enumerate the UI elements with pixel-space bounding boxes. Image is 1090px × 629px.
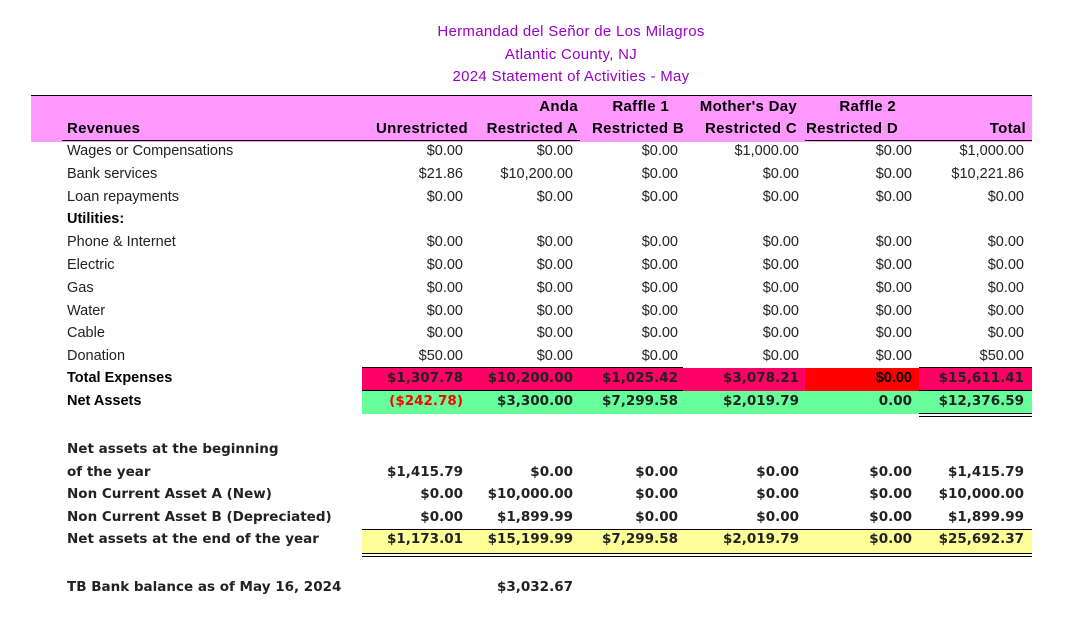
bank-balance-value: $3,032.67: [496, 579, 573, 595]
cell-restricted-d: $0.00: [875, 279, 912, 296]
cell-unrestricted: $0.00: [426, 234, 463, 251]
col-header-restricted-b: Restricted B: [592, 120, 684, 137]
cell-restricted-c: $0.00: [762, 279, 799, 296]
cell-total: $0.00: [987, 302, 1024, 319]
col-header-anda: Anda: [539, 98, 578, 115]
table-row: [0, 166, 1090, 189]
table-row: [0, 303, 1090, 326]
cell-total: $1,415.79: [947, 464, 1024, 480]
cell-unrestricted: $0.00: [426, 325, 463, 342]
net-assets-restricted-b: $7,299.58: [601, 393, 678, 409]
cell-restricted-d: $0.00: [875, 143, 912, 159]
cell-restricted-d: $0.00: [875, 234, 912, 251]
cell-unrestricted: $50.00: [418, 348, 463, 365]
net-assets-row: [0, 393, 1090, 416]
summary-row-beginning: [0, 464, 1090, 487]
cell-restricted-a: $0.00: [536, 257, 573, 273]
row-label: Donation: [67, 348, 126, 365]
total-expenses-top-border: [362, 367, 683, 368]
cell-total: $1,899.99: [947, 509, 1024, 525]
revenues-section-label: Revenues: [67, 120, 141, 137]
cell-restricted-d: $0.00: [875, 348, 912, 365]
cell-restricted-b: $0.00: [641, 165, 678, 182]
end-of-year-label: Net assets at the end of the year: [67, 531, 319, 547]
total-expenses-restricted-a: $10,200.00: [487, 370, 573, 386]
cell-restricted-c: $0.00: [756, 464, 799, 480]
cell-restricted-d: $0.00: [875, 188, 912, 205]
cell-total: $0.00: [987, 325, 1024, 342]
report-title: 2024 Statement of Activities - May: [452, 68, 690, 85]
cell-restricted-b: $0.00: [641, 188, 678, 205]
cell-total: $10,000.00: [938, 486, 1024, 502]
cell-unrestricted: $0.00: [420, 486, 463, 502]
end-of-year-restricted-a: $15,199.99: [487, 531, 573, 547]
col-header-restricted-c: Restricted C: [705, 120, 797, 137]
cell-restricted-c: $0.00: [762, 165, 799, 182]
end-of-year-double-underline-2: [362, 556, 1032, 557]
header-underline-right: [805, 140, 1032, 141]
cell-unrestricted: $0.00: [426, 279, 463, 296]
col-header-restricted-d: Restricted D: [806, 120, 898, 137]
cell-restricted-b: $0.00: [641, 325, 678, 342]
cell-total: $1,000.00: [959, 143, 1024, 159]
county-subtitle: Atlantic County, NJ: [504, 46, 638, 63]
cell-restricted-a: $0.00: [536, 234, 573, 251]
cell-restricted-b: $0.00: [641, 279, 678, 296]
net-assets-unrestricted: ($242.78): [389, 393, 463, 409]
col-header-restricted-a: Restricted A: [486, 120, 578, 137]
cell-restricted-b: $0.00: [641, 234, 678, 251]
table-row: [0, 211, 1090, 234]
cell-restricted-c: $1,000.00: [734, 143, 799, 159]
cell-restricted-c: $0.00: [756, 509, 799, 525]
cell-restricted-d: $0.00: [875, 302, 912, 319]
cell-restricted-d: $0.00: [875, 257, 912, 273]
cell-total: $10,221.86: [951, 165, 1024, 182]
row-label: Electric: [67, 257, 115, 273]
cell-unrestricted: $1,415.79: [386, 464, 463, 480]
cell-restricted-c: $0.00: [762, 234, 799, 251]
cell-restricted-d: $0.00: [875, 165, 912, 182]
end-of-year-restricted-d: $0.00: [869, 531, 912, 547]
total-expenses-restricted-d: $0.00: [875, 370, 912, 386]
cell-total: $0.00: [987, 279, 1024, 296]
cell-unrestricted: $0.00: [420, 509, 463, 525]
row-label: Wages or Compensations: [67, 143, 234, 159]
col-header-raffle1: Raffle 1: [612, 98, 669, 115]
cell-restricted-b: $0.00: [641, 257, 678, 273]
cell-restricted-a: $0.00: [536, 143, 573, 159]
total-expenses-label: Total Expenses: [67, 370, 173, 386]
cell-restricted-c: $0.00: [762, 188, 799, 205]
cell-total: $50.00: [979, 348, 1024, 365]
cell-restricted-c: $0.00: [762, 325, 799, 342]
row-label: Water: [67, 302, 106, 319]
net-assets-label: Net Assets: [67, 393, 142, 409]
cell-restricted-d: $0.00: [875, 325, 912, 342]
col-header-total: Total: [989, 120, 1026, 137]
organization-title: Hermandad del Señor de Los Milagros: [437, 23, 705, 40]
total-expenses-total-top-border: [919, 367, 1032, 368]
col-header-mothers-day: Mother's Day: [699, 98, 797, 115]
cell-restricted-d: $0.00: [869, 509, 912, 525]
cell-unrestricted: $0.00: [426, 302, 463, 319]
cell-unrestricted: $21.86: [418, 165, 463, 182]
total-expenses-total: $15,611.41: [938, 370, 1024, 386]
row-label: Bank services: [67, 165, 158, 182]
net-assets-restricted-a: $3,300.00: [496, 393, 573, 409]
cell-restricted-d: $0.00: [869, 486, 912, 502]
cell-restricted-b: $0.00: [635, 464, 678, 480]
table-row: [0, 257, 1090, 280]
cell-restricted-a: $0.00: [536, 348, 573, 365]
cell-restricted-a: $0.00: [536, 188, 573, 205]
net-assets-restricted-d: 0.00: [878, 393, 912, 409]
cell-restricted-b: $0.00: [641, 348, 678, 365]
cell-restricted-c: $0.00: [762, 257, 799, 273]
col-header-raffle2: Raffle 2: [839, 98, 896, 115]
cell-restricted-a: $0.00: [536, 325, 573, 342]
bank-balance-label: TB Bank balance as of May 16, 2024: [67, 579, 342, 595]
beginning-label-row: [0, 441, 1090, 464]
row-label: Phone & Internet: [67, 234, 176, 251]
total-expenses-row: [0, 370, 1090, 393]
bank-balance-row: [0, 579, 1090, 602]
end-of-year-unrestricted: $1,173.01: [386, 531, 463, 547]
cell-total: $0.00: [987, 234, 1024, 251]
cell-restricted-b: $0.00: [641, 143, 678, 159]
cell-total: $0.00: [987, 188, 1024, 205]
cell-restricted-a: $0.00: [536, 279, 573, 296]
table-row: [0, 143, 1090, 166]
row-label: Loan repayments: [67, 188, 180, 205]
table-row: [0, 325, 1090, 348]
total-expenses-restricted-b: $1,025.42: [601, 370, 678, 386]
row-label: Gas: [67, 279, 94, 296]
cell-restricted-b: $0.00: [641, 302, 678, 319]
cell-restricted-b: $0.00: [635, 509, 678, 525]
total-expenses-restricted-c: $3,078.21: [722, 370, 799, 386]
beginning-label-line1: Net assets at the beginning: [67, 441, 279, 457]
section-label: Utilities:: [67, 211, 125, 228]
cell-restricted-c: $0.00: [756, 486, 799, 502]
cell-restricted-a: $1,899.99: [496, 509, 573, 525]
header-underline-left: [62, 140, 580, 141]
cell-restricted-a: $10,200.00: [500, 165, 573, 182]
cell-unrestricted: $0.00: [426, 143, 463, 159]
cell-restricted-a: $0.00: [530, 464, 573, 480]
end-of-year-restricted-b: $7,299.58: [601, 531, 678, 547]
cell-restricted-a: $10,000.00: [487, 486, 573, 502]
cell-restricted-a: $0.00: [536, 302, 573, 319]
table-row: [0, 189, 1090, 212]
cell-restricted-d: $0.00: [869, 464, 912, 480]
table-row: [0, 280, 1090, 303]
end-of-year-top-border: [362, 529, 1032, 530]
col-header-unrestricted: Unrestricted: [376, 120, 468, 137]
summary-row-asset-a: [0, 486, 1090, 509]
table-row: [0, 234, 1090, 257]
end-of-year-total: $25,692.37: [938, 531, 1024, 547]
cell-unrestricted: $0.00: [426, 188, 463, 205]
net-assets-double-underline-2: [919, 416, 1032, 417]
summary-label: of the year: [67, 464, 151, 480]
cell-unrestricted: $0.00: [426, 257, 463, 273]
summary-label: Non Current Asset A (New): [67, 486, 272, 502]
cell-restricted-c: $0.00: [762, 348, 799, 365]
end-of-year-restricted-c: $2,019.79: [722, 531, 799, 547]
cell-restricted-b: $0.00: [635, 486, 678, 502]
net-assets-restricted-c: $2,019.79: [722, 393, 799, 409]
row-label: Cable: [67, 325, 105, 342]
end-of-year-row: [0, 531, 1090, 554]
cell-total: $0.00: [987, 257, 1024, 273]
cell-restricted-c: $0.00: [762, 302, 799, 319]
total-expenses-unrestricted: $1,307.78: [386, 370, 463, 386]
net-assets-total: $12,376.59: [938, 393, 1024, 409]
summary-label: Non Current Asset B (Depreciated): [67, 509, 332, 525]
